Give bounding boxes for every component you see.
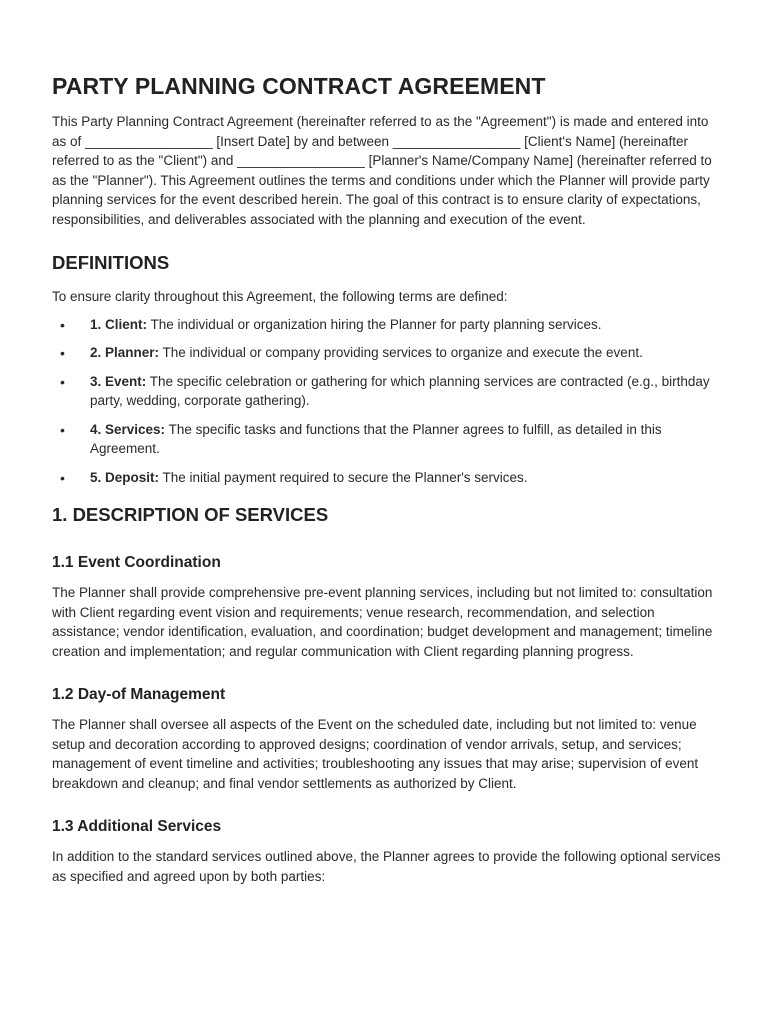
section-heading-services: 1. DESCRIPTION OF SERVICES xyxy=(52,504,329,525)
definitions-heading: DEFINITIONS xyxy=(52,252,170,273)
bullet-icon: • xyxy=(60,469,65,486)
bullet-icon: • xyxy=(60,373,65,390)
additional-services-paragraph: In addition to the standard services outlined above, the Planner agrees to provide the following optional services as specified and agreed upon by both parties: xyxy=(52,849,721,884)
definition-text: The specific tasks and functions that the Planner agrees to fulfill, as detailed in this Agreement. xyxy=(90,421,662,456)
bullet-icon: • xyxy=(60,421,65,438)
definition-term: 4. Services: xyxy=(90,421,166,437)
definitions-list xyxy=(52,315,722,488)
definitions-intro: To ensure clarity throughout this Agreement, the following terms are defined: xyxy=(52,289,508,304)
definition-term: 1. Client: xyxy=(90,316,148,332)
definition-item xyxy=(52,420,722,459)
bullet-icon: • xyxy=(60,345,65,361)
event-coordination-paragraph: The Planner shall provide comprehensive pre-event planning services, including but not limited to: consultation with Client regarding event vision and requirements; venue research, recommendation, and selection assistance; vendor identification, evaluation, and coordination; budget development and management; timeline creation and implementation; and regular communication with Client regarding planning progress. xyxy=(52,585,713,659)
subsection-heading-additional-services: 1.3 Additional Services xyxy=(52,818,222,835)
definition-text: The individual or organization hiring the Planner for party planning services. xyxy=(150,316,602,332)
bullet-icon: • xyxy=(60,316,65,333)
day-of-management-paragraph: The Planner shall oversee all aspects of the Event on the scheduled date, including but not limited to: venue setup and decoration according to approved designs; coordination of vendor arrivals, setup, and services; management of event timeline and activities; troubleshooting any issues that may arise; supervision of event breakdown and cleanup; and final vendor settlements as authorized by Client. xyxy=(52,717,699,791)
document-title: PARTY PLANNING CONTRACT AGREEMENT xyxy=(52,73,546,99)
definition-item xyxy=(52,343,722,363)
subsection-heading-event-coordination: 1.1 Event Coordination xyxy=(52,554,221,571)
definition-text: The individual or company providing services to organize and execute the event. xyxy=(162,345,643,360)
intro-paragraph: This Party Planning Contract Agreement (hereinafter referred to as the "Agreement") is made and entered into as of _________________ [Insert Date] by and between _________________ [Client's Name] (hereinafter referred to as the "Client") and _________________ [Planner's Name/Company Name] (hereinafter referred to as the "Planner"). This Agreement outlines the terms and conditions under which the Planner will provide party planning services for the event described herein. The goal of this contract is to ensure clarity of expectations, responsibilities, and deliverables associated with the planning and execution of the event. xyxy=(52,114,712,227)
definition-item xyxy=(52,468,722,488)
definition-text: The specific celebration or gathering for which planning services are contracted (e.g., birthday party, wedding, corporate gathering). xyxy=(90,373,710,408)
subsection-heading-day-of-management: 1.2 Day-of Management xyxy=(52,686,226,703)
definition-item xyxy=(52,315,722,335)
definition-term: 3. Event: xyxy=(90,373,147,389)
definition-item xyxy=(52,372,722,411)
definition-text: The initial payment required to secure the Planner's services. xyxy=(162,469,528,485)
document-content xyxy=(52,72,722,886)
definition-term: 2. Planner: xyxy=(90,345,160,360)
definition-term: 5. Deposit: xyxy=(90,469,160,485)
